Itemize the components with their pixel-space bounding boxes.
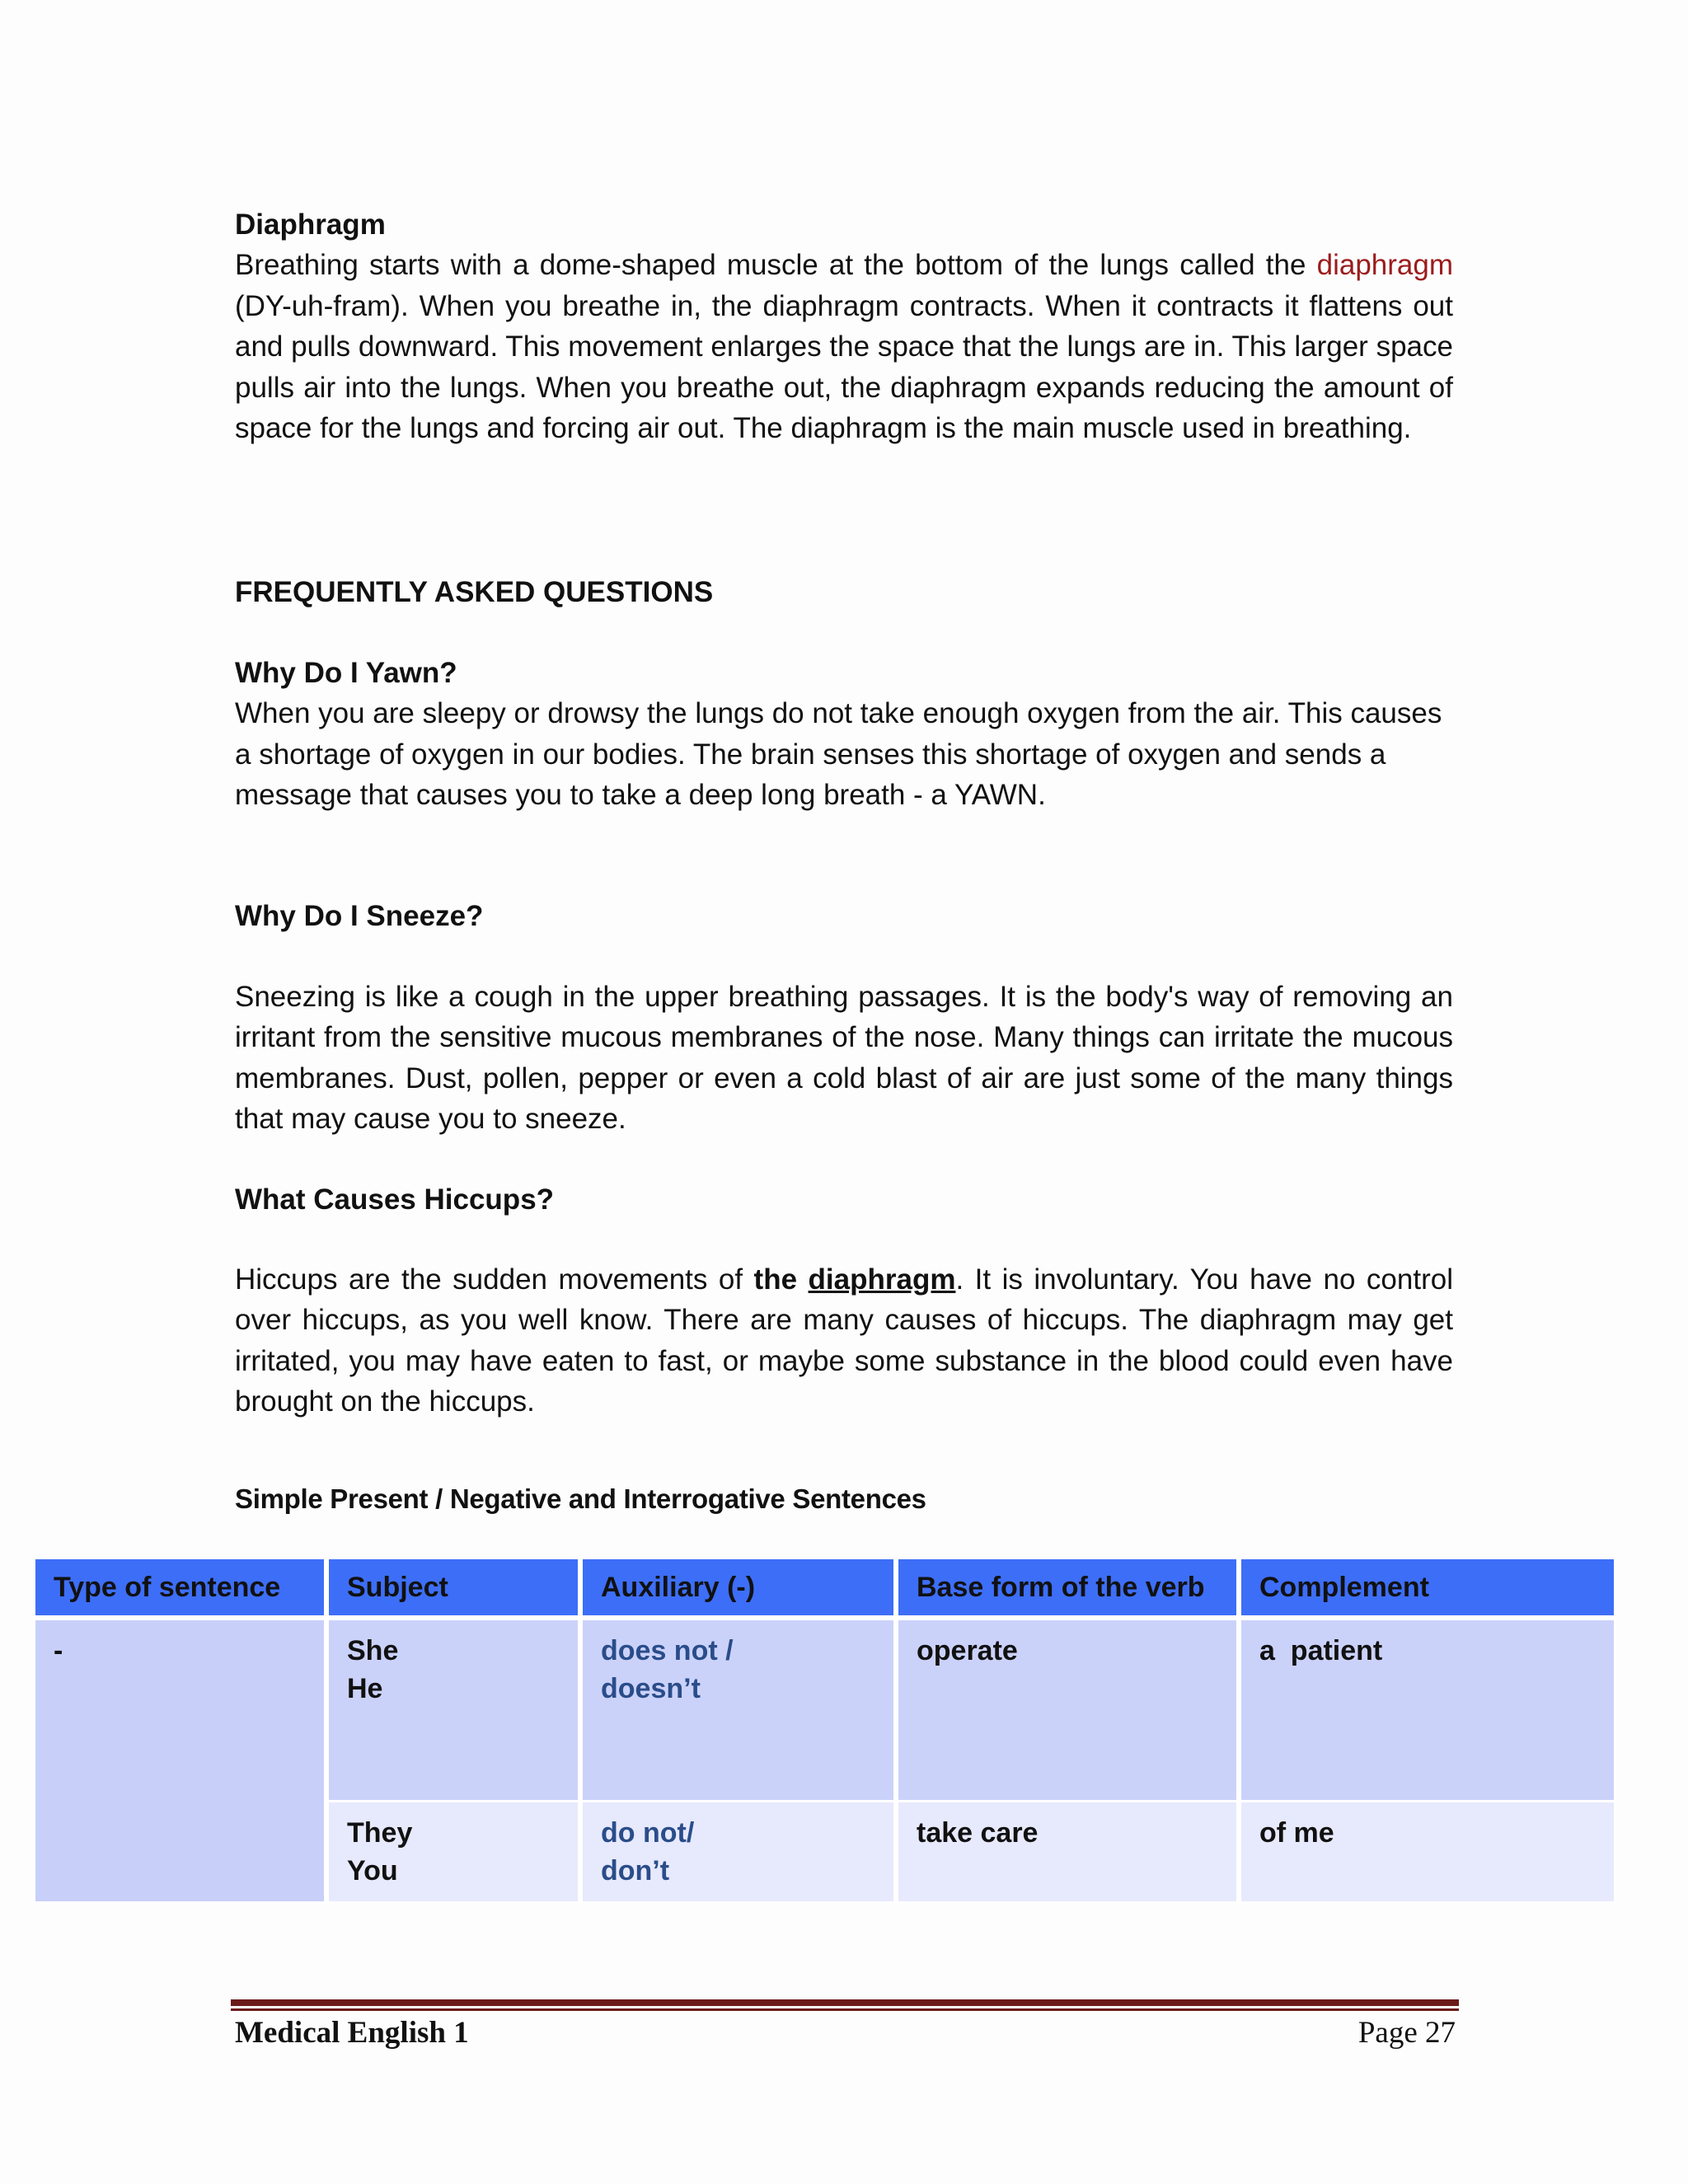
hiccup-answer-term: diaphragm	[808, 1263, 956, 1296]
hiccup-answer-start: Hiccups are the sudden movements of	[235, 1263, 743, 1296]
diaphragm-body: (DY-uh-fram). When you breathe in, the diaphragm contracts. When it contracts it flattens out and pulls downward. This movement enlarges the space that the lungs are in. This larger space pulls air into the lungs. When you breathe out, the diaphragm expands reducing the amount of space for the lungs and forcing air out. The diaphragm is the main muscle used in breathing.	[235, 289, 1453, 445]
faq-heading: FREQUENTLY ASKED QUESTIONS	[235, 576, 714, 609]
verb-cell: take care	[896, 1802, 1239, 1904]
subject-he: He	[347, 1673, 383, 1704]
subject-you: You	[347, 1855, 398, 1886]
footer-rule	[231, 1999, 1459, 2006]
sneeze-answer: Sneezing is like a cough in the upper breathing passages. It is the body's way of removing an irritant from the sensitive mucous membranes of the nose. Many things can irritate the mucous membranes. Dust, pollen, pepper or even a cold blast of air are just some of the many things that may cause you to sneeze.	[235, 980, 1453, 1136]
hiccup-answer	[235, 1259, 1453, 1422]
grammar-table	[33, 1559, 1616, 1904]
yawn-question: Why Do I Yawn?	[235, 656, 457, 689]
grammar-table-title: Simple Present / Negative and Interrogative Sentences	[235, 1483, 926, 1514]
page-number: Page 27	[1357, 2016, 1456, 2050]
complement-cell: a patient	[1239, 1620, 1616, 1802]
footer-title: Medical English 1	[235, 2016, 469, 2050]
subject-they: They	[347, 1817, 413, 1849]
verb-cell: operate	[896, 1620, 1239, 1802]
diaphragm-intro: Breathing starts with a dome-shaped muscle at the bottom of the lungs called the	[235, 249, 1306, 282]
grammar-header-row	[33, 1559, 1616, 1620]
header-type: Type of sentence	[33, 1559, 326, 1620]
diaphragm-paragraph	[235, 245, 1453, 448]
hiccup-answer-the: the	[753, 1263, 798, 1296]
sentence-type-cell: -	[33, 1620, 326, 1904]
aux-doesnt: doesn’t	[601, 1673, 701, 1704]
header-subject: Subject	[326, 1559, 580, 1620]
subject-cell	[326, 1802, 580, 1904]
header-auxiliary: Auxiliary (-)	[580, 1559, 896, 1620]
table-row	[33, 1620, 1616, 1802]
auxiliary-cell	[580, 1802, 896, 1904]
hiccup-answer-rest: . It is involuntary. You have no control over hiccups, as you well know. There are many causes of hiccups. The diaphragm may get irritated, you may have eaten to fast, or maybe some substance in the blood could even have brought on the hiccups.	[235, 1263, 1453, 1418]
subject-cell	[326, 1620, 580, 1802]
diaphragm-term: diaphragm	[1316, 249, 1453, 282]
header-complement: Complement	[1239, 1559, 1616, 1620]
page-content	[235, 204, 1453, 1422]
complement-cell: of me	[1239, 1802, 1616, 1904]
hiccup-question: What Causes Hiccups?	[235, 1183, 555, 1216]
sneeze-question: Why Do I Sneeze?	[235, 900, 484, 933]
aux-do-not: do not/	[601, 1817, 695, 1849]
footer-rule-thin	[231, 2008, 1459, 2011]
subject-she: She	[347, 1635, 399, 1666]
header-verb: Base form of the verb	[896, 1559, 1239, 1620]
yawn-answer: When you are sleepy or drowsy the lungs do not take enough oxygen from the air. This causes a shortage of oxygen in our bodies. The brain senses this shortage of oxygen and sends a message that causes you to take a deep long breath - a YAWN.	[235, 697, 1442, 812]
aux-dont: don’t	[601, 1855, 670, 1886]
diaphragm-heading: Diaphragm	[235, 209, 386, 241]
aux-does-not: does not /	[601, 1635, 734, 1666]
auxiliary-cell	[580, 1620, 896, 1802]
